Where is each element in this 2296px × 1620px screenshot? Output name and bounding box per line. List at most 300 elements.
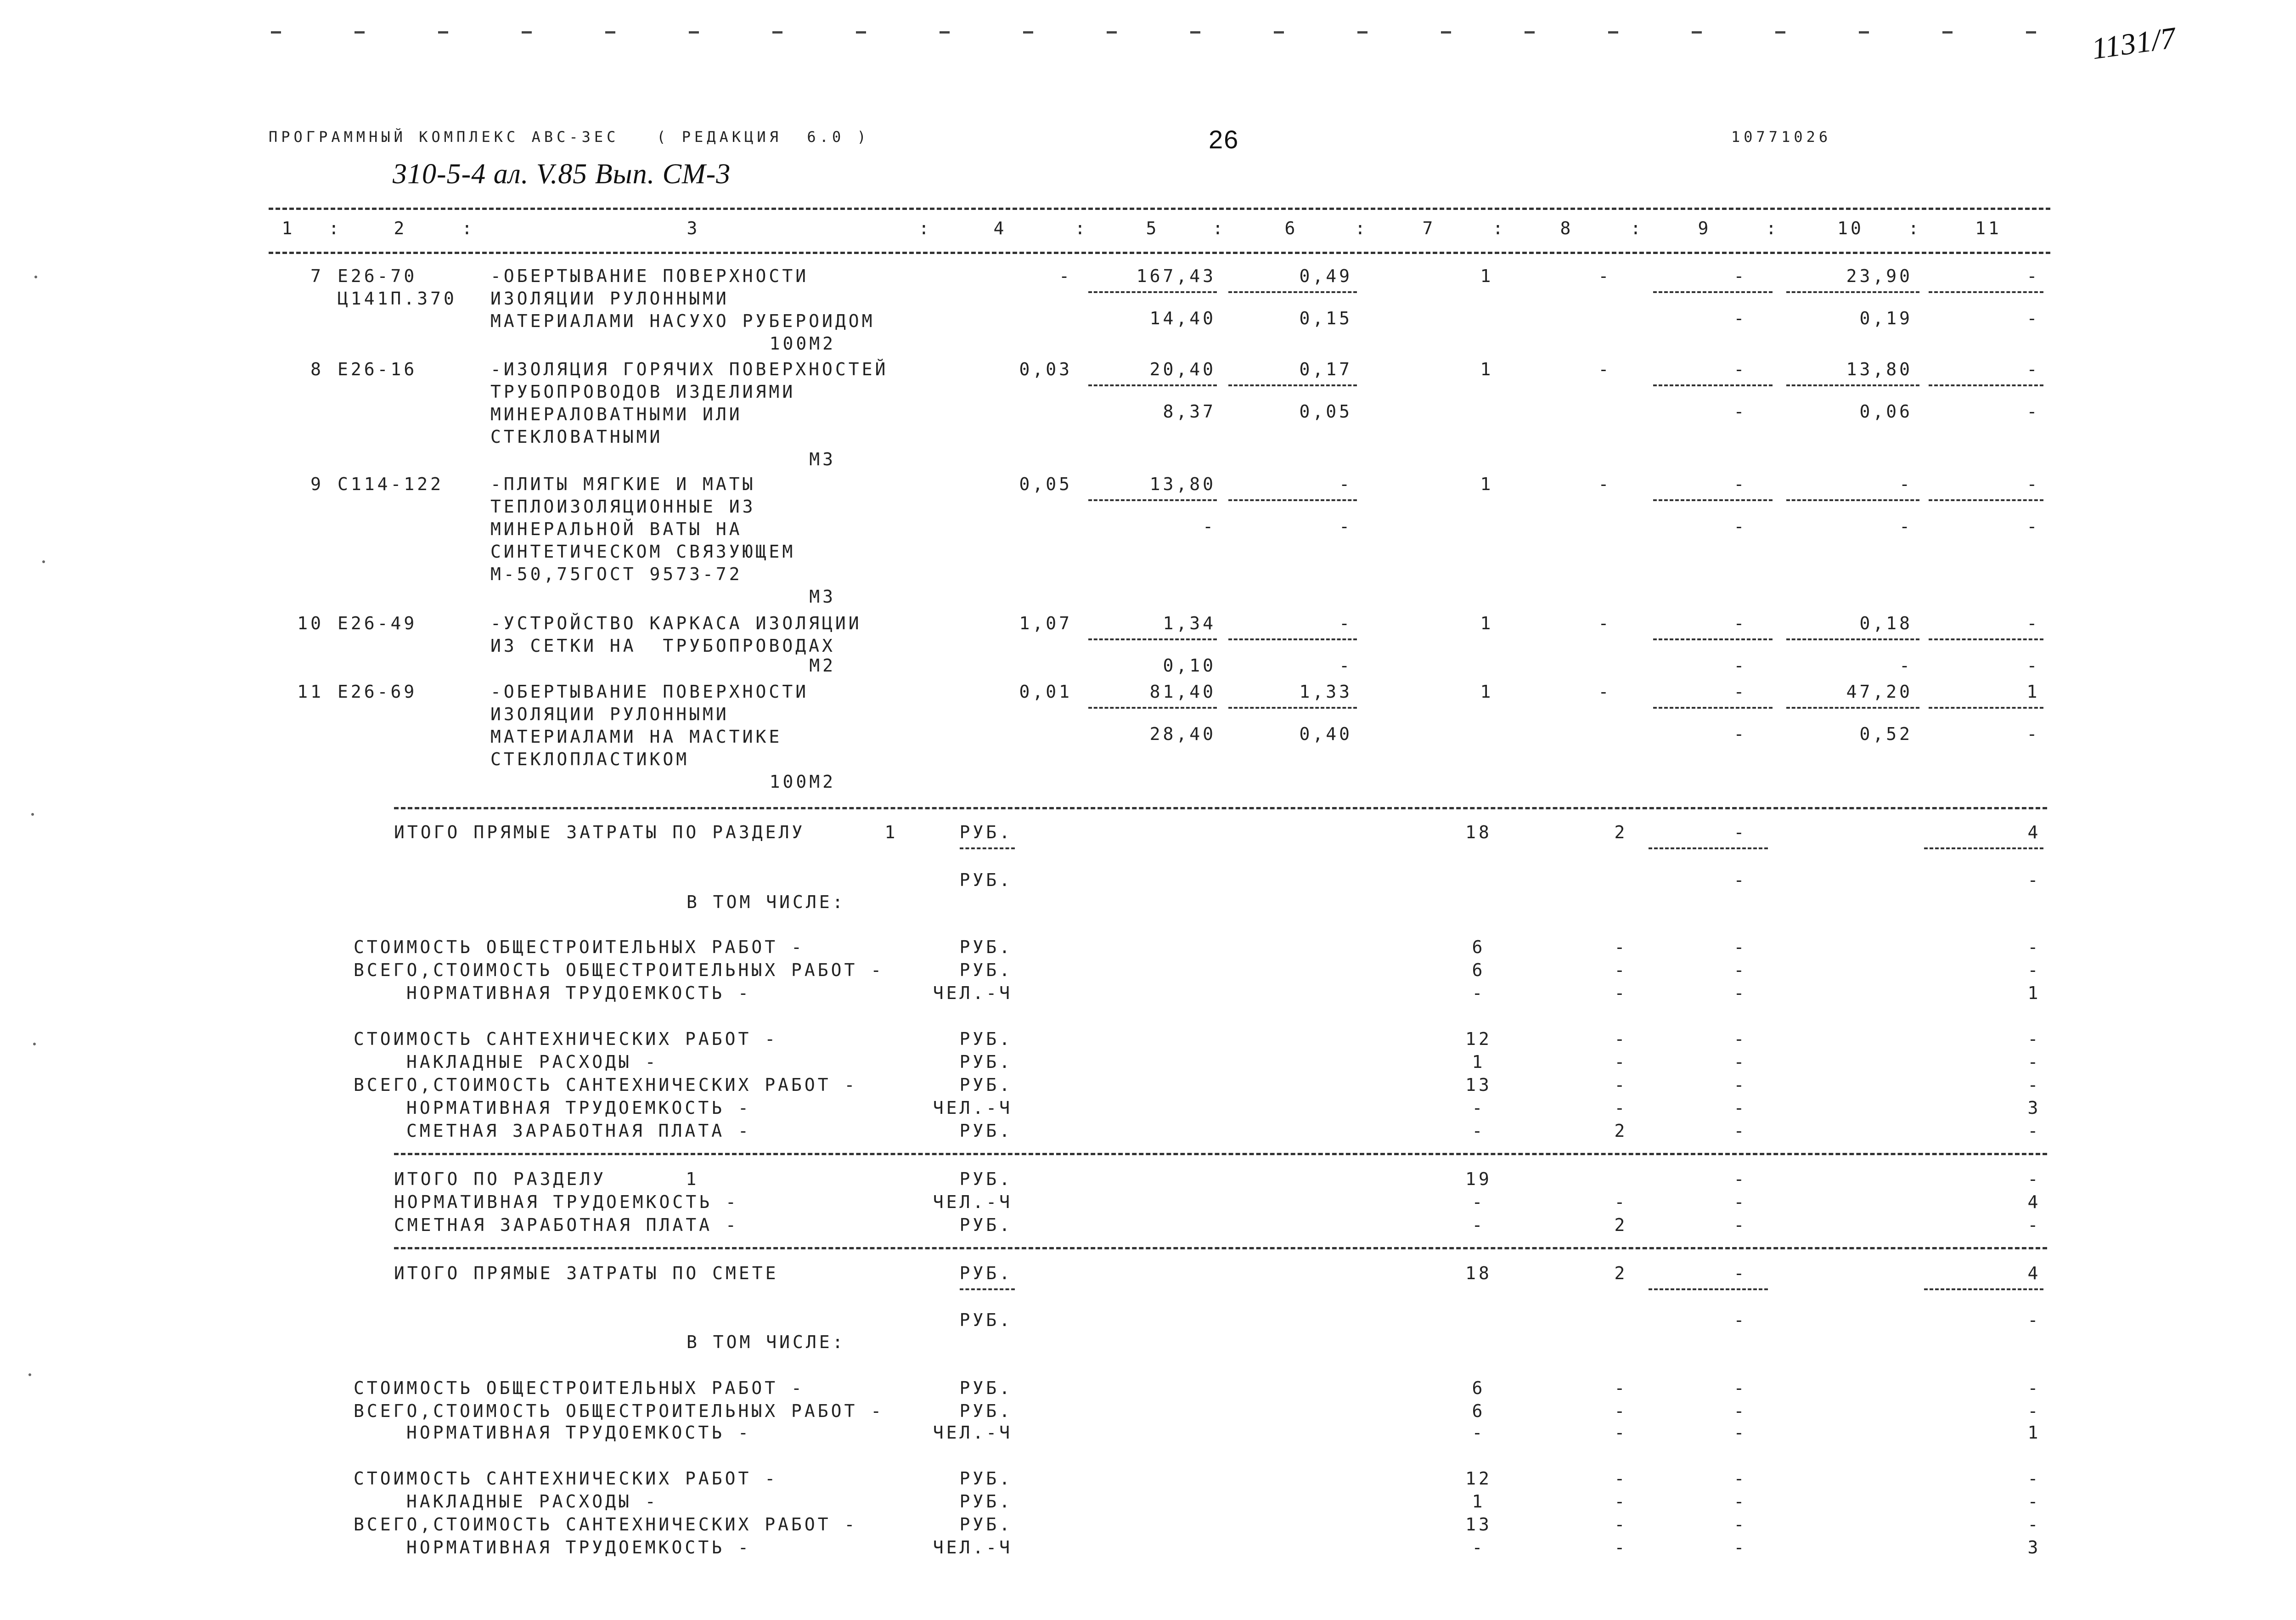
document-code: 10771026 — [1731, 128, 1832, 146]
summary-line-col11: - — [2027, 960, 2041, 980]
section-rule — [394, 1247, 2047, 1249]
summary-line-col7: 13 — [1465, 1514, 1492, 1535]
column-header-6: 6 — [1284, 218, 1298, 238]
column-separator: : — [328, 218, 342, 238]
summary-line-col8: - — [1614, 960, 1628, 980]
row-8-col5: 20,40 — [1149, 359, 1216, 379]
row-8-description-line: ТРУБОПРОВОДОВ ИЗДЕЛИЯМИ — [490, 382, 796, 402]
summary-line-col9: - — [1733, 1491, 1747, 1512]
row-7-code: Е26-70 — [338, 266, 417, 286]
summary-line-col7: 12 — [1465, 1029, 1492, 1049]
summary-line-label: СМЕТНАЯ ЗАРАБОТНАЯ ПЛАТА - — [406, 1121, 751, 1141]
summary-line-unit: ЧЕЛ.-Ч — [933, 1422, 1013, 1443]
summary-line-col11: 3 — [2027, 1098, 2041, 1118]
row-7-subrule — [1228, 291, 1357, 293]
summary-line-label: НОРМАТИВНАЯ ТРУДОЕМКОСТЬ - — [406, 1098, 751, 1118]
summary-line-col11: 3 — [2027, 1537, 2041, 1558]
summary-line-col11: 1 — [2027, 1422, 2041, 1443]
row-8-col11-secondary: - — [2026, 401, 2040, 422]
summary-line-col8: - — [1614, 1468, 1628, 1489]
summary-line-col7: - — [1472, 1098, 1486, 1118]
summary-line-col9: - — [1733, 1098, 1747, 1118]
summary-line-col8: - — [1614, 1052, 1628, 1072]
edge-tick-mark — [1441, 31, 1451, 34]
row-7-col7: 1 — [1480, 266, 1494, 286]
row-11-description-line: ИЗОЛЯЦИИ РУЛОННЫМИ — [490, 704, 729, 724]
row-8-col6: 0,17 — [1299, 359, 1352, 379]
row-9-code: С114-122 — [338, 474, 444, 494]
row-9-subrule — [1088, 499, 1217, 501]
edge-tick-mark — [1942, 31, 1953, 34]
summary-line-label: НОРМАТИВНАЯ ТРУДОЕМКОСТЬ - — [406, 1422, 751, 1443]
summary-line-col8: 2 — [1614, 1121, 1628, 1141]
row-11-col5: 81,40 — [1149, 682, 1216, 702]
row-11-subrule — [1228, 707, 1357, 709]
scan-speck — [34, 276, 37, 278]
row-11-col9: - — [1733, 682, 1747, 702]
row-9-col9-secondary: - — [1733, 516, 1747, 536]
edge-tick-mark — [1190, 31, 1200, 34]
row-7-subrule — [1786, 291, 1919, 293]
summary-line-col8: 2 — [1614, 1215, 1628, 1235]
summary-line-col8: - — [1614, 1098, 1628, 1118]
column-header-2: 2 — [394, 218, 407, 238]
summary-line-col7: - — [1472, 1422, 1486, 1443]
edge-tick-mark — [438, 31, 448, 34]
row-11-code: Е26-69 — [338, 682, 417, 702]
summary-line-col9: - — [1733, 1401, 1747, 1421]
row-7-unit: 100М2 — [769, 333, 836, 354]
summary-line-label: НОРМАТИВНАЯ ТРУДОЕМКОСТЬ - — [394, 1192, 739, 1212]
column-separator: : — [918, 218, 932, 238]
summary-line-label: НОРМАТИВНАЯ ТРУДОЕМКОСТЬ - — [406, 983, 751, 1003]
row-11-col11-secondary: - — [2026, 724, 2040, 744]
row-9-col6-secondary: - — [1339, 516, 1352, 536]
header-rule-bottom — [269, 252, 2050, 254]
row-11-subrule — [1653, 707, 1773, 709]
section-rule — [394, 1153, 2047, 1155]
summary-line-unit: РУБ. — [959, 1263, 1013, 1283]
row-7-description-line: ИЗОЛЯЦИИ РУЛОННЫМИ — [490, 288, 729, 309]
summary-line-col11: - — [2027, 1121, 2041, 1141]
row-8-col7: 1 — [1480, 359, 1494, 379]
summary-line-col11: 1 — [2027, 983, 2041, 1003]
summary-line-col7: 18 — [1465, 822, 1492, 842]
row-10-col9: - — [1733, 613, 1747, 633]
row-11-unit: 100М2 — [769, 772, 836, 792]
edge-tick-mark — [1608, 31, 1618, 34]
row-10-col10: 0,18 — [1859, 613, 1913, 633]
summary-line-label: СТОИМОСТЬ САНТЕХНИЧЕСКИХ РАБОТ - — [354, 1468, 778, 1489]
column-separator: : — [1355, 218, 1368, 238]
edge-tick-mark — [2026, 31, 2036, 34]
summary-line-col8: - — [1614, 1537, 1628, 1558]
summary-line-unit: РУБ. — [959, 1514, 1013, 1535]
column-header-10: 10 — [1837, 218, 1864, 238]
row-7-description-line: -ОБЕРТЫВАНИЕ ПОВЕРХНОСТИ — [490, 266, 809, 286]
summary-line-col7: 6 — [1472, 937, 1486, 957]
row-8-description-line: СТЕКЛОВАТНЫМИ — [490, 427, 663, 447]
row-10-col6: - — [1339, 613, 1352, 633]
row-10-col10-secondary: - — [1899, 655, 1913, 676]
row-8-description-line: -ИЗОЛЯЦИЯ ГОРЯЧИХ ПОВЕРХНОСТЕЙ — [490, 359, 889, 379]
summary-line-unit: РУБ. — [959, 1215, 1013, 1235]
summary-line-col11: - — [2027, 1491, 2041, 1512]
column-separator: : — [1212, 218, 1226, 238]
row-11-col11: 1 — [2026, 682, 2040, 702]
summary-line-col7: - — [1472, 1537, 1486, 1558]
edge-tick-mark — [689, 31, 699, 34]
scan-speck — [33, 1043, 36, 1045]
column-header-7: 7 — [1422, 218, 1436, 238]
summary-line-col9: - — [1733, 1192, 1747, 1212]
summary-line-label: НОРМАТИВНАЯ ТРУДОЕМКОСТЬ - — [406, 1537, 751, 1558]
row-7-col11-secondary: - — [2026, 308, 2040, 328]
summary-line-col7: 12 — [1465, 1468, 1492, 1489]
summary-line-col11: - — [2027, 870, 2041, 890]
program-title: ПРОГРАММНЫЙ КОМПЛЕКС АВС-3ЕС ( РЕДАКЦИЯ 6.0 ) — [269, 128, 870, 146]
row-10-col11-secondary: - — [2026, 655, 2040, 676]
summary-line-col8: - — [1614, 1514, 1628, 1535]
summary-line-col9: - — [1733, 822, 1747, 842]
scan-speck — [42, 560, 45, 563]
summary-line-col11: - — [2027, 1075, 2041, 1095]
summary-line-col9: - — [1733, 1029, 1747, 1049]
summary-line-col8: - — [1614, 1378, 1628, 1398]
column-header-11: 11 — [1975, 218, 2002, 238]
summary-line-col7: 19 — [1465, 1169, 1492, 1189]
summary-line-unit: РУБ. — [959, 1310, 1013, 1330]
row-7-col5: 167,43 — [1136, 266, 1216, 286]
row-7-col5-secondary: 14,40 — [1149, 308, 1216, 328]
row-8-description-line: МИНЕРАЛОВАТНЫМИ ИЛИ — [490, 404, 743, 424]
summary-line-col9: - — [1733, 1468, 1747, 1489]
summary-line-col7: - — [1472, 1192, 1486, 1212]
summary-line-label: НАКЛАДНЫЕ РАСХОДЫ - — [406, 1052, 658, 1072]
summary-line-unit: РУБ. — [959, 937, 1013, 957]
column-header-8: 8 — [1560, 218, 1574, 238]
row-10-col6-secondary: - — [1339, 655, 1352, 676]
summary-line-col7: 1 — [1472, 1052, 1486, 1072]
summary-line-unit: РУБ. — [959, 1378, 1013, 1398]
summary-line-unit: ЧЕЛ.-Ч — [933, 1537, 1013, 1558]
summary-line-col9: - — [1733, 1215, 1747, 1235]
column-header-9: 9 — [1698, 218, 1711, 238]
row-10-col7: 1 — [1480, 613, 1494, 633]
row-8-unit: М3 — [809, 449, 836, 469]
summary-line-col7: - — [1472, 983, 1486, 1003]
edge-tick-mark — [1775, 31, 1785, 34]
row-10-subrule — [1228, 638, 1357, 640]
summary-line-col11: 4 — [2027, 1192, 2041, 1212]
row-10-number: 10 — [297, 613, 324, 633]
row-9-subrule — [1228, 499, 1357, 501]
row-9-description-line: СИНТЕТИЧЕСКОМ СВЯЗУЮЩЕМ — [490, 542, 796, 562]
edge-tick-mark — [1357, 31, 1367, 34]
row-10-subrule — [1653, 638, 1773, 640]
row-11-description-line: СТЕКЛОПЛАСТИКОМ — [490, 749, 690, 769]
summary-line-col11: 4 — [2027, 1263, 2041, 1283]
summary-line-col8: - — [1614, 983, 1628, 1003]
summary-line-col9: - — [1733, 1514, 1747, 1535]
summary-line-col9: - — [1733, 1310, 1747, 1330]
edge-tick-mark — [1859, 31, 1869, 34]
row-8-col9-secondary: - — [1733, 401, 1747, 422]
handwritten-reference: 310-5-4 ал. V.85 Вып. СМ-3 — [393, 158, 731, 190]
row-8-quantity: 0,03 — [1019, 359, 1072, 379]
summary-line-col7: 18 — [1465, 1263, 1492, 1283]
edge-tick-mark — [605, 31, 615, 34]
summary-line-unit: РУБ. — [959, 1401, 1013, 1421]
edge-tick-mark — [355, 31, 365, 34]
summary-line-unit: РУБ. — [959, 1169, 1013, 1189]
row-9-description-line: ТЕПЛОИЗОЛЯЦИОННЫЕ ИЗ — [490, 497, 756, 517]
summary-line-col11: - — [2027, 937, 2041, 957]
summary-line-col9: - — [1733, 1052, 1747, 1072]
row-8-col10-secondary: 0,06 — [1859, 401, 1913, 422]
row-9-col7: 1 — [1480, 474, 1494, 494]
edge-tick-mark — [1023, 31, 1033, 34]
row-10-description-line: -УСТРОЙСТВО КАРКАСА ИЗОЛЯЦИИ — [490, 613, 862, 633]
summary-subrule — [1649, 847, 1768, 849]
summary-line-col8: - — [1614, 1401, 1628, 1421]
summary-line-col8: - — [1614, 1075, 1628, 1095]
row-10-subrule — [1929, 638, 2043, 640]
summary-line-label: ИТОГО ПО РАЗДЕЛУ 1 — [394, 1169, 699, 1189]
summary-line-col9: - — [1733, 1422, 1747, 1443]
row-7-col8: - — [1598, 266, 1612, 286]
column-separator: : — [1908, 218, 1922, 238]
row-10-col11: - — [2026, 613, 2040, 633]
row-9-description-line: МИНЕРАЛЬНОЙ ВАТЫ НА — [490, 519, 743, 539]
row-9-subrule — [1929, 499, 2043, 501]
summary-line-col8: - — [1614, 1422, 1628, 1443]
summary-line-col11: - — [2027, 1052, 2041, 1072]
summary-line-col8: 2 — [1614, 1263, 1628, 1283]
row-11-subrule — [1786, 707, 1919, 709]
summary-line-col11: - — [2027, 1378, 2041, 1398]
row-9-quantity: 0,05 — [1019, 474, 1072, 494]
summary-subrule — [960, 847, 1015, 849]
row-9-col5-secondary: - — [1203, 516, 1216, 536]
row-7-description-line: МАТЕРИАЛАМИ НАСУХО РУБЕРОИДОМ — [490, 311, 875, 331]
row-7-quantity: - — [1059, 266, 1072, 286]
summary-line-col7: - — [1472, 1215, 1486, 1235]
scan-speck — [28, 1373, 31, 1376]
summary-line-col7: - — [1472, 1121, 1486, 1141]
column-header-4: 4 — [993, 218, 1007, 238]
row-8-col11: - — [2026, 359, 2040, 379]
row-11-col10: 47,20 — [1846, 682, 1913, 702]
row-9-col11-secondary: - — [2026, 516, 2040, 536]
row-8-subrule — [1929, 384, 2043, 386]
summary-line-col9: - — [1733, 1537, 1747, 1558]
summary-line-col7: 1 — [1472, 1491, 1486, 1512]
summary-line-col11: - — [2027, 1029, 2041, 1049]
row-7-number: 7 — [310, 266, 324, 286]
row-7-col6-secondary: 0,15 — [1299, 308, 1352, 328]
summary-line-col11: - — [2027, 1514, 2041, 1535]
row-10-code: Е26-49 — [338, 613, 417, 633]
column-separator: : — [1492, 218, 1506, 238]
summary-line-unit: ЧЕЛ.-Ч — [933, 1098, 1013, 1118]
row-8-col10: 13,80 — [1846, 359, 1913, 379]
summary-line-label: СТОИМОСТЬ ОБЩЕСТРОИТЕЛЬНЫХ РАБОТ - — [354, 1378, 805, 1398]
summary-line-unit: РУБ. — [959, 870, 1013, 890]
scan-speck — [31, 813, 34, 816]
summary-line-col8: - — [1614, 937, 1628, 957]
row-9-number: 9 — [310, 474, 324, 494]
row-9-description-line: М-50,75ГОСТ 9573-72 — [490, 564, 743, 584]
row-9-col10: - — [1899, 474, 1913, 494]
row-9-col8: - — [1598, 474, 1612, 494]
summary-line-col11: - — [2027, 1169, 2041, 1189]
summary-line-col9: - — [1733, 1169, 1747, 1189]
summary-line-label: ИТОГО ПРЯМЫЕ ЗАТРАТЫ ПО РАЗДЕЛУ 1 — [394, 822, 898, 842]
summary-subrule — [960, 1288, 1015, 1290]
summary-line-col11: - — [2027, 1310, 2041, 1330]
summary-line-col9: - — [1733, 1075, 1747, 1095]
edge-tick-mark — [271, 31, 281, 34]
row-7-col9: - — [1733, 266, 1747, 286]
row-9-subrule — [1653, 499, 1773, 501]
summary-line-col7: 13 — [1465, 1075, 1492, 1095]
summary-line-label: В ТОМ ЧИСЛЕ: — [687, 1332, 846, 1352]
row-11-subrule — [1929, 707, 2043, 709]
edge-tick-mark — [1525, 31, 1535, 34]
summary-line-col9: - — [1733, 983, 1747, 1003]
summary-line-unit: РУБ. — [959, 960, 1013, 980]
row-8-col9: - — [1733, 359, 1747, 379]
row-8-subrule — [1653, 384, 1773, 386]
summary-subrule — [1924, 847, 2043, 849]
row-10-col5-secondary: 0,10 — [1163, 655, 1216, 676]
summary-line-unit: РУБ. — [959, 1121, 1013, 1141]
row-9-col11: - — [2026, 474, 2040, 494]
row-11-col7: 1 — [1480, 682, 1494, 702]
summary-line-col9: - — [1733, 1121, 1747, 1141]
row-8-col6-secondary: 0,05 — [1299, 401, 1352, 422]
row-11-quantity: 0,01 — [1019, 682, 1072, 702]
row-9-col5: 13,80 — [1149, 474, 1216, 494]
summary-line-col9: - — [1733, 960, 1747, 980]
header-rule-top — [269, 208, 2050, 210]
row-9-description-line: -ПЛИТЫ МЯГКИЕ И МАТЫ — [490, 474, 756, 494]
row-7-col10: 23,90 — [1846, 266, 1913, 286]
summary-line-unit: РУБ. — [959, 1491, 1013, 1512]
edge-tick-mark — [856, 31, 866, 34]
column-header-5: 5 — [1146, 218, 1159, 238]
column-header-3: 3 — [687, 218, 700, 238]
row-11-col5-secondary: 28,40 — [1149, 724, 1216, 744]
column-separator: : — [461, 218, 475, 238]
summary-line-label: ВСЕГО,СТОИМОСТЬ ОБЩЕСТРОИТЕЛЬНЫХ РАБОТ - — [354, 960, 884, 980]
summary-line-label: ВСЕГО,СТОИМОСТЬ ОБЩЕСТРОИТЕЛЬНЫХ РАБОТ - — [354, 1401, 884, 1421]
summary-line-label: ВСЕГО,СТОИМОСТЬ САНТЕХНИЧЕСКИХ РАБОТ - — [354, 1514, 858, 1535]
row-10-subrule — [1088, 638, 1217, 640]
row-8-code: Е26-16 — [338, 359, 417, 379]
row-11-description-line: МАТЕРИАЛАМИ НА МАСТИКЕ — [490, 727, 782, 747]
summary-subrule — [1924, 1288, 2043, 1290]
row-11-col10-secondary: 0,52 — [1859, 724, 1913, 744]
summary-line-unit: РУБ. — [959, 822, 1013, 842]
column-separator: : — [1766, 218, 1779, 238]
row-8-col8: - — [1598, 359, 1612, 379]
summary-line-label: НАКЛАДНЫЕ РАСХОДЫ - — [406, 1491, 658, 1512]
row-7-subrule — [1088, 291, 1217, 293]
summary-line-col7: 6 — [1472, 960, 1486, 980]
edge-tick-mark — [1107, 31, 1117, 34]
row-11-col8: - — [1598, 682, 1612, 702]
summary-line-label: В ТОМ ЧИСЛЕ: — [687, 892, 846, 912]
row-9-col6: - — [1339, 474, 1352, 494]
summary-line-col9: - — [1733, 1378, 1747, 1398]
row-11-description-line: -ОБЕРТЫВАНИЕ ПОВЕРХНОСТИ — [490, 682, 809, 702]
summary-line-col8: 2 — [1614, 822, 1628, 842]
row-10-unit: М2 — [809, 655, 836, 676]
row-9-unit: М3 — [809, 587, 836, 607]
row-10-col9-secondary: - — [1733, 655, 1747, 676]
page-number: 26 — [1209, 125, 1239, 154]
row-7-col11: - — [2026, 266, 2040, 286]
summary-line-col7: 6 — [1472, 1378, 1486, 1398]
edge-tick-mark — [1692, 31, 1702, 34]
row-8-subrule — [1228, 384, 1357, 386]
row-8-subrule — [1088, 384, 1217, 386]
summary-line-col11: 4 — [2027, 822, 2041, 842]
row-7-col9-secondary: - — [1733, 308, 1747, 328]
edge-tick-mark — [940, 31, 950, 34]
summary-line-col9: - — [1733, 1263, 1747, 1283]
column-separator: : — [1630, 218, 1644, 238]
row-11-subrule — [1088, 707, 1217, 709]
row-11-col6: 1,33 — [1299, 682, 1352, 702]
summary-line-col11: - — [2027, 1401, 2041, 1421]
row-11-col6-secondary: 0,40 — [1299, 724, 1352, 744]
summary-line-label: ИТОГО ПРЯМЫЕ ЗАТРАТЫ ПО СМЕТЕ — [394, 1263, 779, 1283]
summary-line-col11: - — [2027, 1468, 2041, 1489]
row-7-subrule — [1929, 291, 2043, 293]
summary-line-label: ВСЕГО,СТОИМОСТЬ САНТЕХНИЧЕСКИХ РАБОТ - — [354, 1075, 858, 1095]
summary-line-col7: 6 — [1472, 1401, 1486, 1421]
row-11-number: 11 — [297, 682, 324, 702]
summary-line-unit: РУБ. — [959, 1052, 1013, 1072]
row-10-subrule — [1786, 638, 1919, 640]
edge-tick-mark — [522, 31, 532, 34]
row-10-col5: 1,34 — [1163, 613, 1216, 633]
row-8-col5-secondary: 8,37 — [1163, 401, 1216, 422]
summary-line-label: СМЕТНАЯ ЗАРАБОТНАЯ ПЛАТА - — [394, 1215, 739, 1235]
row-10-quantity: 1,07 — [1019, 613, 1072, 633]
row-7-subrule — [1653, 291, 1773, 293]
summary-line-col8: - — [1614, 1029, 1628, 1049]
summary-line-col9: - — [1733, 870, 1747, 890]
summary-line-unit: РУБ. — [959, 1029, 1013, 1049]
edge-tick-mark — [772, 31, 782, 34]
summary-subrule — [1649, 1288, 1768, 1290]
row-8-number: 8 — [310, 359, 324, 379]
summary-line-col9: - — [1733, 937, 1747, 957]
section-rule — [394, 807, 2047, 809]
row-7-col6: 0,49 — [1299, 266, 1352, 286]
summary-line-label: СТОИМОСТЬ САНТЕХНИЧЕСКИХ РАБОТ - — [354, 1029, 778, 1049]
summary-line-unit: РУБ. — [959, 1468, 1013, 1489]
summary-line-unit: ЧЕЛ.-Ч — [933, 1192, 1013, 1212]
summary-line-col8: - — [1614, 1491, 1628, 1512]
column-separator: : — [1075, 218, 1088, 238]
row-9-col10-secondary: - — [1899, 516, 1913, 536]
row-10-description-line: ИЗ СЕТКИ НА ТРУБОПРОВОДАХ — [490, 636, 835, 656]
